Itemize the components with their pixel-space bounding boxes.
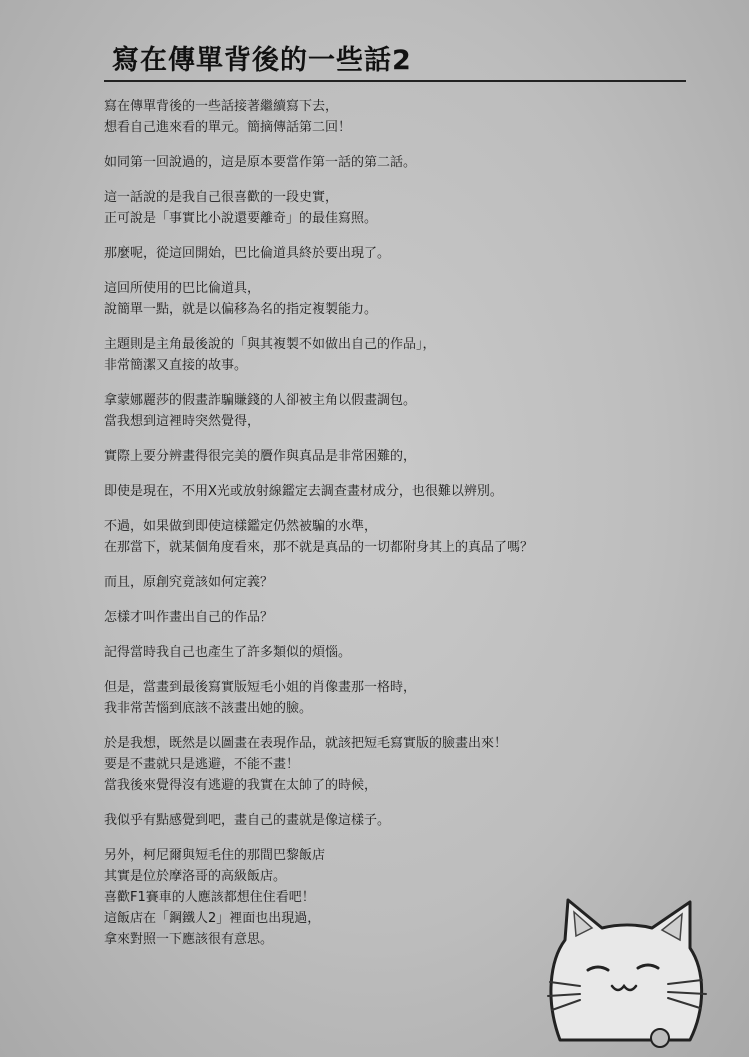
text-line: 那麼呢，從這回開始，巴比倫道具終於要出現了。 [104,246,391,261]
text-line: 喜歡F1賽車的人應該都想住住看吧！ [104,890,315,905]
paragraph [104,278,604,320]
title-divider [104,80,686,82]
paragraph [104,481,604,502]
text-line: 非常簡潔又直接的故事。 [104,358,248,373]
text-line: 記得當時我自己也產生了許多類似的煩惱。 [104,645,352,660]
cat-face-icon [540,890,710,1050]
paragraph [104,390,604,432]
text-line: 說簡單一點，就是以偏移為名的指定複製能力。 [104,302,378,317]
paragraph [104,845,604,950]
paragraph [104,446,604,467]
text-line: 當我想到這裡時突然覺得， [104,414,261,429]
text-line: 要是不畫就只是逃避，不能不畫！ [104,757,300,772]
text-line: 拿蒙娜麗莎的假畫詐騙賺錢的人卻被主角以假畫調包。 [104,393,417,408]
paragraph [104,334,604,376]
text-line: 主題則是主角最後說的「與其複製不如做出自己的作品」， [104,337,436,352]
paragraph [104,607,604,628]
paragraph [104,810,604,831]
text-line: 但是，當畫到最後寫實版短毛小姐的肖像畫那一格時， [104,680,417,695]
paragraph [104,152,604,173]
text-line: 這一話說的是我自己很喜歡的一段史實， [104,190,339,205]
text-line: 怎樣才叫作畫出自己的作品？ [104,610,274,625]
text-line: 正可說是「事實比小說還要離奇」的最佳寫照。 [104,211,378,226]
text-line: 實際上要分辨畫得很完美的贗作與真品是非常困難的， [104,449,417,464]
text-line: 而且，原創究竟該如何定義？ [104,575,274,590]
paragraph [104,572,604,593]
text-line: 於是我想，既然是以圖畫在表現作品，就該把短毛寫實版的臉畫出來！ [104,736,508,751]
article-body [104,96,604,964]
text-line: 不過，如果做到即使這樣鑑定仍然被騙的水準， [104,519,378,534]
paragraph [104,243,604,264]
text-line: 當我後來覺得沒有逃避的我實在太帥了的時候， [104,778,378,793]
text-line: 這回所使用的巴比倫道具， [104,281,261,296]
text-line: 拿來對照一下應該很有意思。 [104,932,274,947]
text-line: 這飯店在「鋼鐵人2」裡面也出現過， [104,911,321,926]
paragraph [104,516,604,558]
text-line: 其實是位於摩洛哥的高級飯店。 [104,869,287,884]
text-line: 即使是現在，不用X光或放射線鑑定去調查畫材成分，也很難以辨別。 [104,484,503,499]
text-line: 寫在傳單背後的一些話接著繼續寫下去， [104,99,339,114]
text-line: 如同第一回說過的，這是原本要當作第一話的第二話。 [104,155,417,170]
paragraph [104,187,604,229]
text-line: 我非常苦惱到底該不該畫出她的臉。 [104,701,313,716]
paragraph [104,642,604,663]
text-line: 我似乎有點感覺到吧，畫自己的畫就是像這樣子。 [104,813,391,828]
text-line: 另外，柯尼爾與短毛住的那間巴黎飯店 [104,848,326,863]
text-line: 想看自己進來看的單元。簡摘傳話第二回！ [104,120,352,135]
text-line: 在那當下，就某個角度看來，那不就是真品的一切都附身其上的真品了嗎？ [104,540,534,555]
paragraph [104,733,604,796]
page-title: 寫在傳單背後的一些話2 [112,45,412,76]
paragraph [104,96,604,138]
paragraph [104,677,604,719]
